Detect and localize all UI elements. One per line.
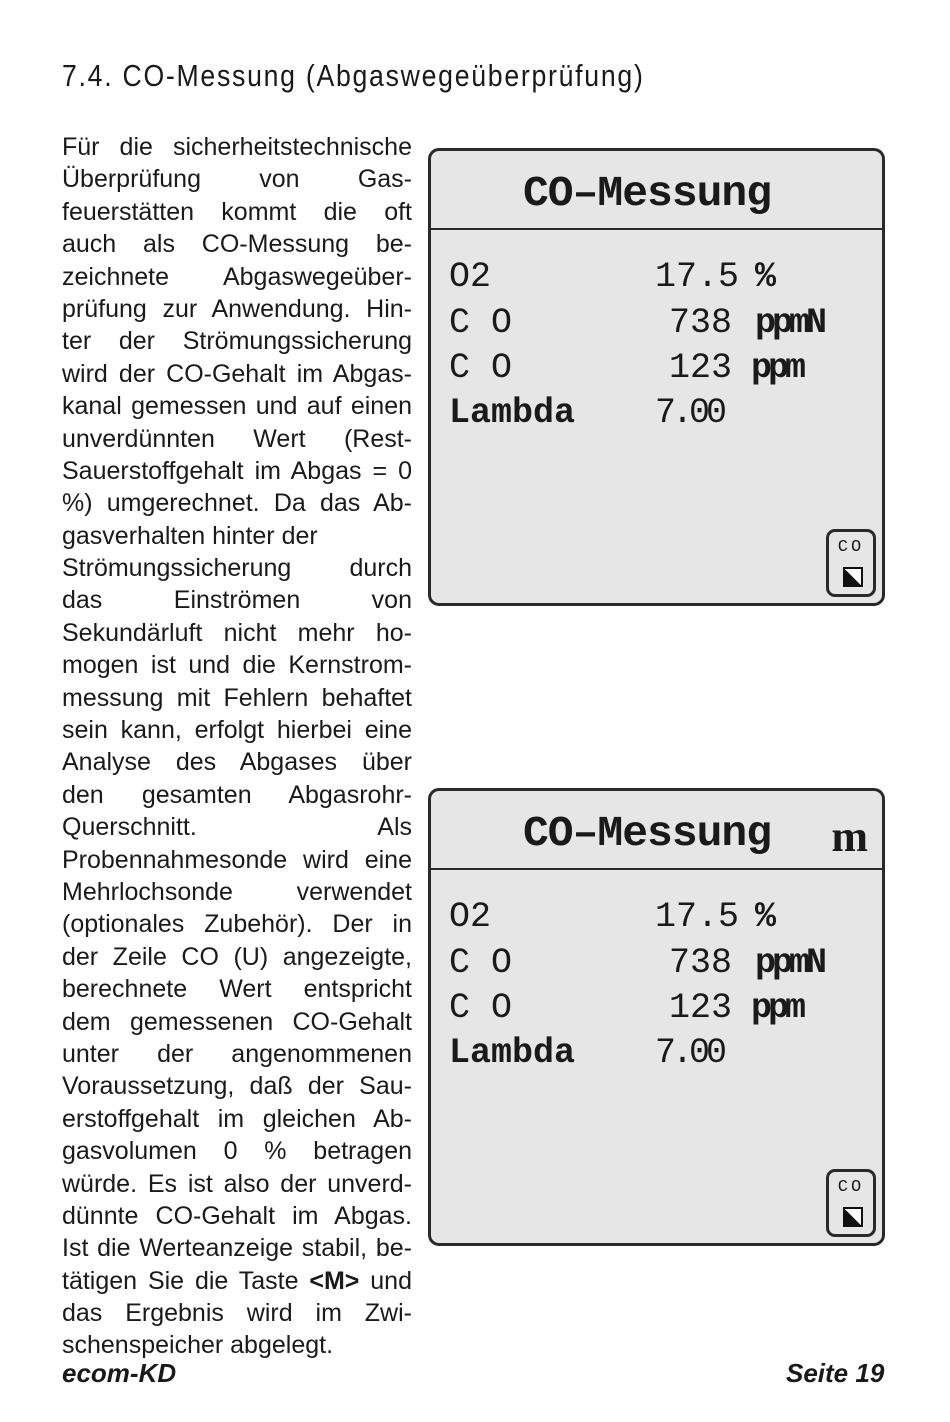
- reading-unit: ppmN: [755, 303, 824, 343]
- reading-value: 17.5: [655, 257, 740, 297]
- body-line: kanal gemessen und auf einen: [62, 392, 412, 421]
- body-line: Ist die Werteanzeige stabil, be-: [62, 1234, 412, 1263]
- body-line: mogen ist und die Kernstrom-: [62, 651, 412, 680]
- body-line: berechnete Wert entspricht: [62, 975, 412, 1004]
- reading-value: 7.00: [655, 1033, 724, 1073]
- display-panel-co-messung-m: [428, 788, 885, 1246]
- reading-value: 7.00: [655, 393, 724, 433]
- body-line: prüfung zur Anwendung. Hin-: [62, 294, 412, 323]
- body-line: dünnte CO-Gehalt im Abgas.: [62, 1201, 412, 1230]
- body-text: [62, 131, 412, 1362]
- body-line: Sekundärluft nicht mehr ho-: [62, 618, 412, 647]
- body-line: Strömungssicherung durch: [62, 554, 412, 583]
- co-mode-badge: [826, 529, 876, 597]
- body-line: würde. Es ist also der unverd-: [62, 1169, 412, 1198]
- body-line: Voraussetzung, daß der Sau-: [62, 1072, 412, 1101]
- display-title-bar: [431, 791, 882, 870]
- body-line: auch als CO-Messung be-: [62, 230, 412, 259]
- display-title: CO–Messung: [523, 169, 772, 218]
- reading-label: C O: [449, 303, 513, 343]
- display-title: CO–Messung: [523, 809, 772, 858]
- display-mode-indicator: m: [831, 812, 868, 861]
- body-line: feuerstätten kommt die oft: [62, 197, 412, 226]
- body-line: das Ergebnis wird im Zwi-: [62, 1299, 412, 1328]
- reading-label: Lambda: [449, 1033, 576, 1073]
- reading-unit: %: [755, 897, 777, 937]
- section-heading: 7.4. CO-Messung (Abgaswegeüberprüfung): [62, 58, 645, 93]
- body-line: %) umgerechnet. Da das Ab-: [62, 489, 412, 518]
- body-line: unverdünnten Wert (Rest-: [62, 424, 412, 453]
- body-line: Für die sicherheitstechnische: [62, 133, 412, 161]
- body-line: ter der Strömungssicherung: [62, 327, 412, 356]
- body-line: zeichnete Abgaswegeüber-: [62, 262, 412, 291]
- body-line: Sauerstoffgehalt im Abgas = 0: [62, 456, 412, 485]
- reading-unit: %: [755, 257, 777, 297]
- badge-text: CO: [837, 538, 865, 557]
- reading-label: C O: [449, 943, 513, 983]
- body-line: Überprüfung von Gas-: [62, 165, 412, 194]
- body-line: (optionales Zubehör). Der in: [62, 910, 412, 939]
- body-line: messung mit Fehlern behaftet: [62, 683, 412, 712]
- footer-page-number: Seite 19: [786, 1358, 885, 1388]
- half-filled-square-icon: [843, 1207, 863, 1227]
- reading-label: C O: [449, 348, 513, 388]
- reading-label: Lambda: [449, 393, 576, 433]
- co-mode-badge: [826, 1169, 876, 1237]
- reading-value: 17.5: [655, 897, 740, 937]
- display-title-bar: [431, 151, 882, 230]
- body-line: der Zeile CO (U) angezeigte,: [62, 942, 412, 971]
- reading-label: O2: [449, 257, 492, 297]
- body-line: schenspeicher abgelegt.: [62, 1331, 334, 1360]
- half-filled-square-icon: [843, 567, 863, 587]
- reading-value: 738: [669, 303, 733, 343]
- reading-label: C O: [449, 988, 513, 1028]
- body-line: den gesamten Abgasrohr-: [62, 780, 412, 809]
- reading-unit: ppm: [751, 988, 803, 1028]
- body-line-text: und: [359, 1266, 412, 1295]
- reading-value: 738: [669, 943, 733, 983]
- body-line: das Einströmen von: [62, 586, 412, 615]
- body-line: Probennahmesonde wird eine: [62, 845, 412, 874]
- body-line: Querschnitt. Als: [62, 813, 412, 842]
- reading-value: 123: [669, 348, 733, 388]
- body-line: dem gemessenen CO-Gehalt: [62, 1007, 412, 1036]
- body-line: unter der angenommenen: [62, 1039, 412, 1068]
- body-line: gasvolumen 0 % betragen: [62, 1137, 412, 1166]
- body-line: wird der CO-Gehalt im Abgas-: [62, 359, 412, 388]
- body-line: sein kann, erfolgt hierbei eine: [62, 716, 412, 745]
- key-label: <M>: [309, 1266, 360, 1295]
- body-line: Mehrlochsonde verwendet: [62, 877, 412, 906]
- body-line: erstoffgehalt im gleichen Ab-: [62, 1104, 412, 1133]
- reading-unit: ppmN: [755, 943, 824, 983]
- footer-product-name: ecom-KD: [62, 1358, 177, 1388]
- body-line-text: tätigen Sie die Taste: [62, 1266, 310, 1295]
- reading-label: O2: [449, 897, 492, 937]
- badge-text: CO: [837, 1178, 865, 1197]
- body-line-key: [62, 1265, 412, 1297]
- reading-value: 123: [669, 988, 733, 1028]
- reading-unit: ppm: [751, 348, 803, 388]
- display-panel-co-messung: [428, 148, 885, 606]
- body-line: gasverhalten hinter der: [62, 521, 318, 550]
- body-line: Analyse des Abgases über: [62, 748, 412, 777]
